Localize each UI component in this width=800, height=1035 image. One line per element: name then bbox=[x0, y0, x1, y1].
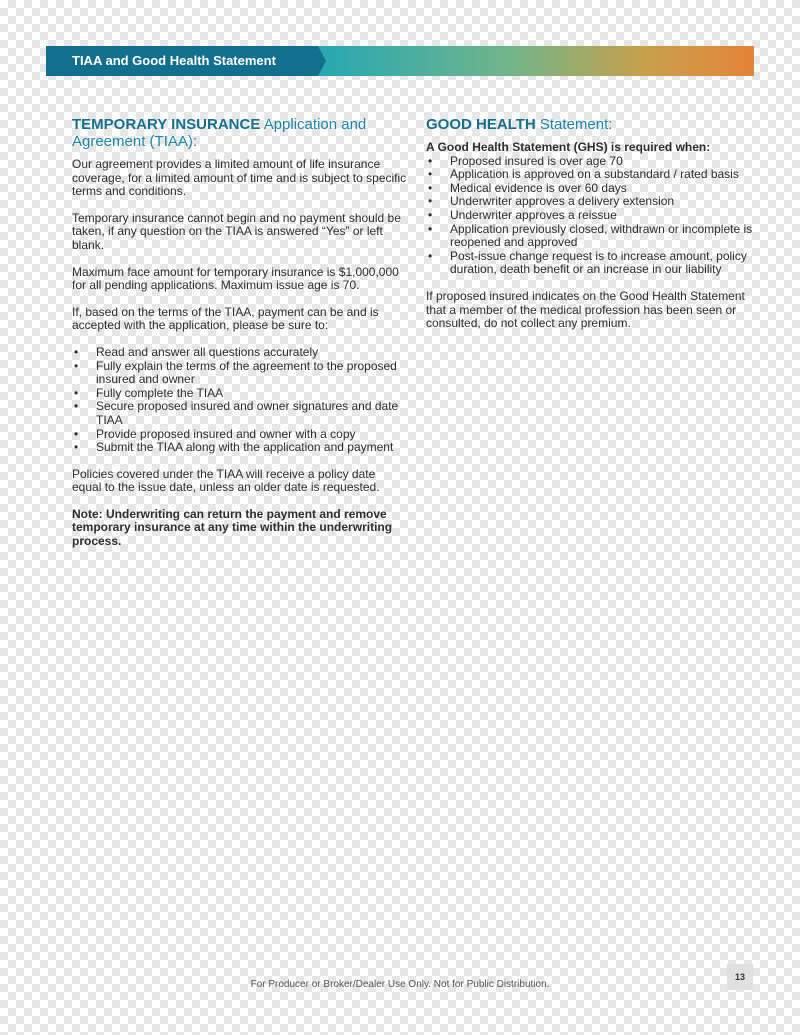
list-item: • Post-issue change request is to increase amount, policy duration, death benefit or an increase in our liability bbox=[426, 250, 756, 277]
list-item: • Underwriter approves a reissue bbox=[426, 209, 756, 223]
list-item: • Secure proposed insured and owner signatures and date TIAA bbox=[72, 400, 407, 427]
tiaa-paragraph-4: If, based on the terms of the TIAA, payment can be and is accepted with the application, please be sure to: bbox=[72, 304, 379, 333]
ghs-subheading: A Good Health Statement (GHS) is required when: bbox=[426, 140, 711, 154]
list-item: • Fully complete the TIAA bbox=[72, 387, 407, 401]
ghs-heading-rest: Statement: bbox=[535, 116, 613, 133]
list-item: • Application previously closed, withdrawn or incomplete is reopened and approved bbox=[426, 223, 756, 250]
left-column bbox=[72, 116, 407, 562]
list-item: • Fully explain the terms of the agreement to the proposed insured and owner bbox=[72, 360, 407, 387]
ghs-heading bbox=[426, 116, 756, 133]
underwriting-note: Note: Underwriting can return the payment and remove temporary insurance at any time within the underwriting process. bbox=[72, 506, 393, 549]
list-item: • Read and answer all questions accurately bbox=[72, 346, 407, 360]
tiaa-checklist bbox=[72, 346, 407, 455]
list-item: • Underwriter approves a delivery extension bbox=[426, 195, 756, 209]
tiaa-paragraph-3: Maximum face amount for temporary insurance is $1,000,000 for all pending applications. Maximum issue age is 70. bbox=[72, 264, 399, 293]
list-item: • Application is approved on a substandard / rated basis bbox=[426, 168, 756, 182]
list-item: • Proposed insured is over age 70 bbox=[426, 155, 756, 169]
tiaa-heading bbox=[72, 116, 407, 150]
right-column bbox=[426, 116, 756, 344]
tiaa-paragraph-2: Temporary insurance cannot begin and no payment should be taken, if any question on the TIAA is answered “Yes” or left blank. bbox=[72, 210, 401, 252]
page-title: TIAA and Good Health Statement bbox=[72, 53, 276, 68]
list-item: • Medical evidence is over 60 days bbox=[426, 182, 756, 196]
ghs-heading-bold: GOOD HEALTH bbox=[426, 116, 536, 133]
page-number: 13 bbox=[727, 964, 753, 990]
tiaa-paragraph-1: Our agreement provides a limited amount of life insurance coverage, for a limited amount of time and is subject to specific terms and conditions. bbox=[72, 157, 407, 199]
tiaa-heading-bold: TEMPORARY INSURANCE bbox=[72, 116, 261, 133]
list-item: • Submit the TIAA along with the application and payment bbox=[72, 441, 407, 455]
footer-disclaimer: For Producer or Broker/Dealer Use Only. Not for Public Distribution. bbox=[250, 979, 550, 990]
ghs-requirements-list bbox=[426, 155, 756, 277]
tiaa-heading-rest: Application and Agreement (TIAA): bbox=[72, 116, 367, 150]
list-item: • Provide proposed insured and owner with a copy bbox=[72, 428, 407, 442]
tiaa-paragraph-5: Policies covered under the TIAA will receive a policy date equal to the issue date, unless an older date is requested. bbox=[72, 466, 380, 495]
ghs-paragraph: If proposed insured indicates on the Good Health Statement that a member of the medical profession has been seen or consulted, do not collect any premium. bbox=[426, 288, 745, 331]
